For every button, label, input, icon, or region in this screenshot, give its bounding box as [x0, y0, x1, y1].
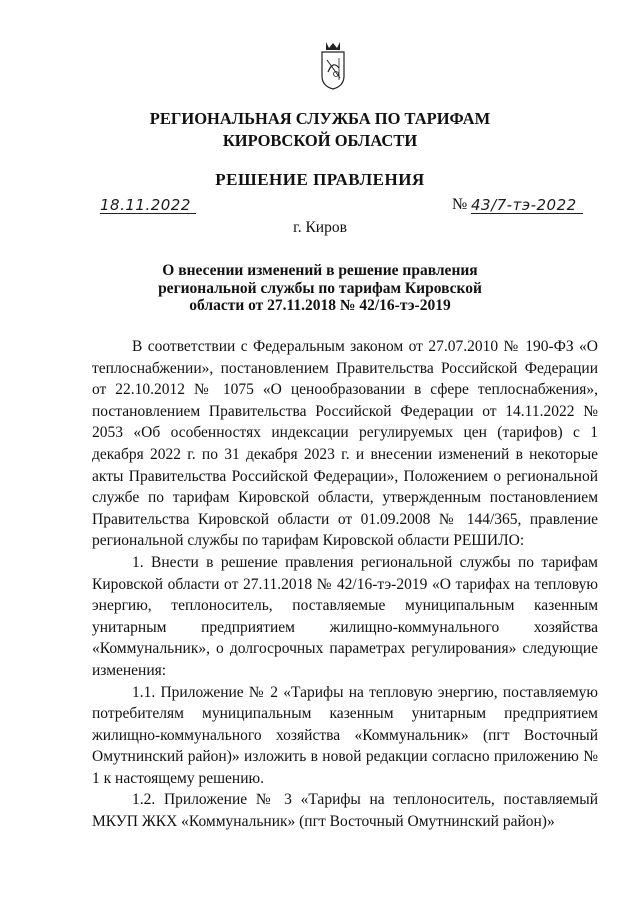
org-line-2: КИРОВСКОЙ ОБЛАСТИ: [222, 131, 418, 150]
org-line-1: РЕГИОНАЛЬНАЯ СЛУЖБА ПО ТАРИФАМ: [149, 109, 491, 128]
handwritten-date: 18.11.2022: [100, 197, 196, 214]
document-body: [92, 336, 598, 833]
subject-line-2: региональной службы по тарифам Кировской: [158, 279, 482, 297]
preamble-paragraph: В соответствии с Федеральным законом от 27.07.2010 № 190-ФЗ «О теплоснабжении», постановлением Правительства Российской Федерации от 22.10.2012 № 1075 «О ценообразовании в сфере теплоснабжения», постановлением Правительства Российской Федерации от 14.11.2022 № 2053 «Об особенностях индексации регулируемых цен (тарифов) с 1 декабря 2022 г. по 31 декабря 2023 г. и внесении изменений в некоторые акты Правительства Российской Федерации», Положением о региональной службе по тарифам Кировской области, утвержденным постановлением Правительства Кировской области от 01.09.2008 № 144/365, правление региональной службы по тарифам Кировской области РЕШИЛО:: [92, 338, 598, 550]
document-type-title: РЕШЕНИЕ ПРАВЛЕНИЯ: [215, 170, 425, 189]
subject-line-1: О внесении изменений в решение правления: [162, 262, 478, 279]
item-1-paragraph: 1. Внести в решение правления региональной службы по тарифам Кировской области от 27.11.2018 № 42/16-тэ-2019 «О тарифах на тепловую энергию, теплоноситель, поставляемые муниципальным казенным унитарным предприятием жилищно-коммунального хозяйства «Коммунальник», о долгосрочных параметрах регулирования» следующие изменения:: [92, 553, 598, 679]
organization-name: [0, 108, 640, 152]
coat-of-arms-emblem: [320, 38, 346, 90]
item-1-2-paragraph: 1.2. Приложение № 3 «Тарифы на теплоноситель, поставляемый МКУП ЖКХ «Коммунальник» (пгт Восточный Омутнинский район)»: [92, 791, 598, 831]
item-1-1-paragraph: 1.1. Приложение № 2 «Тарифы на тепловую энергию, поставляемую потребителям муниципальным казенным унитарным предприятием жилищно-коммунального хозяйства «Коммунальник» (пгт Восточный Омутнинский район)» изложить в новой редакции согласно приложению № 1 к настоящему решению.: [92, 683, 598, 787]
document-subject: [120, 262, 520, 315]
subject-line-3: области от 27.11.2018 № 42/16-тэ-2019: [189, 297, 451, 314]
handwritten-number: 43/7-тэ-2022: [471, 197, 583, 214]
city-name: г. Киров: [293, 219, 347, 236]
number-label: №: [452, 196, 468, 213]
